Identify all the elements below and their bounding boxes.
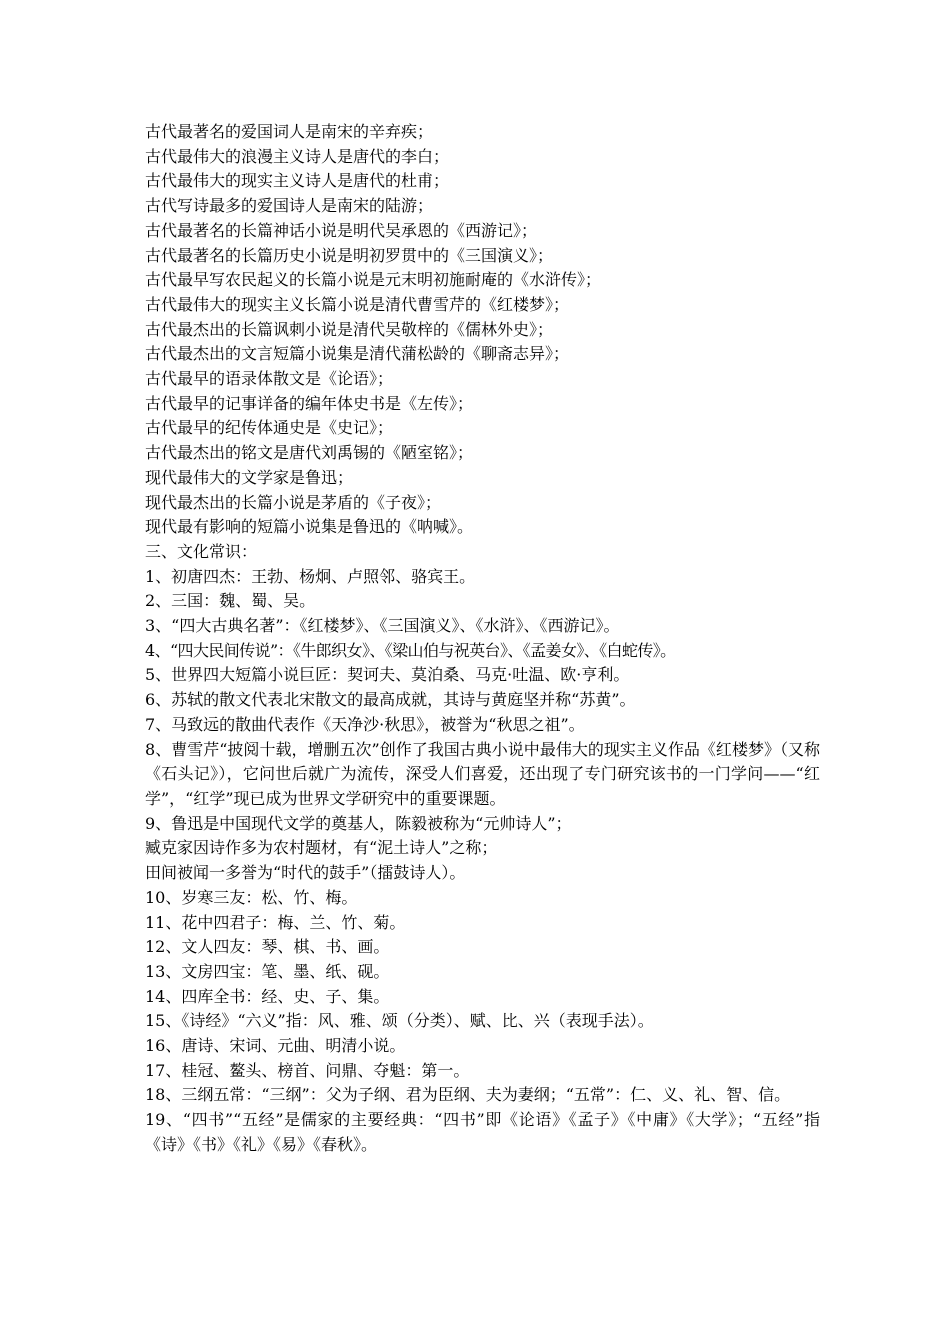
- list-item-paragraph: 19、“四书”“五经”是儒家的主要经典：“四书”即《论语》《孟子》《中庸》《大学》；“五经”指《诗》《书》《礼》《易》《春秋》。: [145, 1110, 820, 1154]
- text-line: 古代写诗最多的爱国诗人是南宋的陆游；: [145, 196, 434, 216]
- list-item: 6、苏轼的散文代表北宋散文的最高成就，其诗与黄庭坚并称“苏黄”。: [145, 690, 636, 710]
- text-line: 古代最著名的爱国词人是南宋的辛弃疾；: [145, 122, 434, 141]
- section-heading: 三、文化常识：: [145, 541, 258, 561]
- text-line: 古代最早的纪传体通史是《史记》；: [145, 418, 394, 438]
- document-body: [145, 120, 820, 1158]
- text-line: 古代最早写农民起义的长篇小说是元末明初施耐庵的《水浒传》；: [145, 270, 602, 290]
- list-item: 17、桂冠、鳌头、榜首、问鼎、夺魁：第一。: [145, 1060, 470, 1080]
- text-line: 古代最杰出的文言短篇小说集是清代蒲松龄的《聊斋志异》；: [145, 344, 570, 364]
- list-item-paragraph: 8、曹雪芹“披阅十载，增删五次”创作了我国古典小说中最伟大的现实主义作品《红楼梦》（又称《石头记》），它问世后就广为流传，深受人们喜爱，还出现了专门研究该书的一门学问——“红学”，“红学”现已成为世界文学研究中的重要课题。: [145, 739, 820, 808]
- text-line: 古代最伟大的现实主义诗人是唐代的杜甫；: [145, 171, 450, 191]
- list-item: 5、世界四大短篇小说巨匠：契诃夫、莫泊桑、马克·吐温、欧·亨利。: [145, 665, 630, 685]
- text-line: 田间被闻一多誉为“时代的鼓手”（擂鼓诗人）。: [145, 863, 466, 883]
- list-item: 9、鲁迅是中国现代文学的奠基人，陈毅被称为“元帅诗人”；: [145, 813, 572, 833]
- text-line: 古代最著名的长篇历史小说是明初罗贯中的《三国演义》；: [145, 245, 554, 265]
- list-item: 14、四库全书：经、史、子、集。: [145, 986, 390, 1006]
- list-item: 4、“四大民间传说”：《牛郎织女》、《梁山伯与祝英台》、《孟姜女》、《白蛇传》。: [145, 640, 676, 660]
- text-line: 古代最早的记事详备的编年体史书是《左传》；: [145, 393, 474, 413]
- text-line: 古代最伟大的现实主义长篇小说是清代曹雪芹的《红楼梦》；: [145, 294, 570, 314]
- text-line: 现代最伟大的文学家是鲁迅；: [145, 467, 354, 487]
- list-item: 13、文房四宝：笔、墨、纸、砚。: [145, 961, 390, 981]
- text-line: 古代最著名的长篇神话小说是明代吴承恩的《西游记》；: [145, 220, 538, 240]
- text-line: 古代最伟大的浪漫主义诗人是唐代的李白；: [145, 146, 450, 166]
- text-line: 现代最杰出的长篇小说是茅盾的《子夜》；: [145, 492, 442, 512]
- list-item-paragraph: 18、三纲五常：“三纲”：父为子纲、君为臣纲、夫为妻纲；“五常”：仁、义、礼、智、信。: [145, 1085, 791, 1105]
- list-item: 1、初唐四杰：王勃、杨炯、卢照邻、骆宾王。: [145, 566, 476, 586]
- list-item: 2、三国：魏、蜀、吴。: [145, 591, 316, 611]
- text-line: 现代最有影响的短篇小说集是鲁迅的《呐喊》。: [145, 517, 474, 537]
- list-item: 3、“四大古典名著”：《红楼梦》、《三国演义》、《水浒》、《西游记》。: [145, 616, 620, 636]
- list-item: 15、《诗经》“六义”指：风、雅、颂（分类）、赋、比、兴（表现手法）。: [145, 1011, 654, 1031]
- list-item: 12、文人四友：琴、棋、书、画。: [145, 937, 390, 957]
- text-line: 古代最杰出的长篇讽刺小说是清代吴敬梓的《儒林外史》；: [145, 319, 554, 339]
- text-line: 古代最杰出的铭文是唐代刘禹锡的《陋室铭》；: [145, 443, 474, 463]
- list-item: 16、唐诗、宋词、元曲、明清小说。: [145, 1036, 406, 1056]
- list-item: 11、花中四君子：梅、兰、竹、菊。: [145, 912, 406, 932]
- text-line: 古代最早的语录体散文是《论语》；: [145, 369, 394, 389]
- list-item: 7、马致远的散曲代表作《天净沙·秋思》，被誉为“秋思之祖”。: [145, 714, 585, 734]
- list-item: 10、岁寒三友：松、竹、梅。: [145, 887, 358, 907]
- text-line: 臧克家因诗作多为农村题材，有“泥土诗人”之称；: [145, 838, 498, 858]
